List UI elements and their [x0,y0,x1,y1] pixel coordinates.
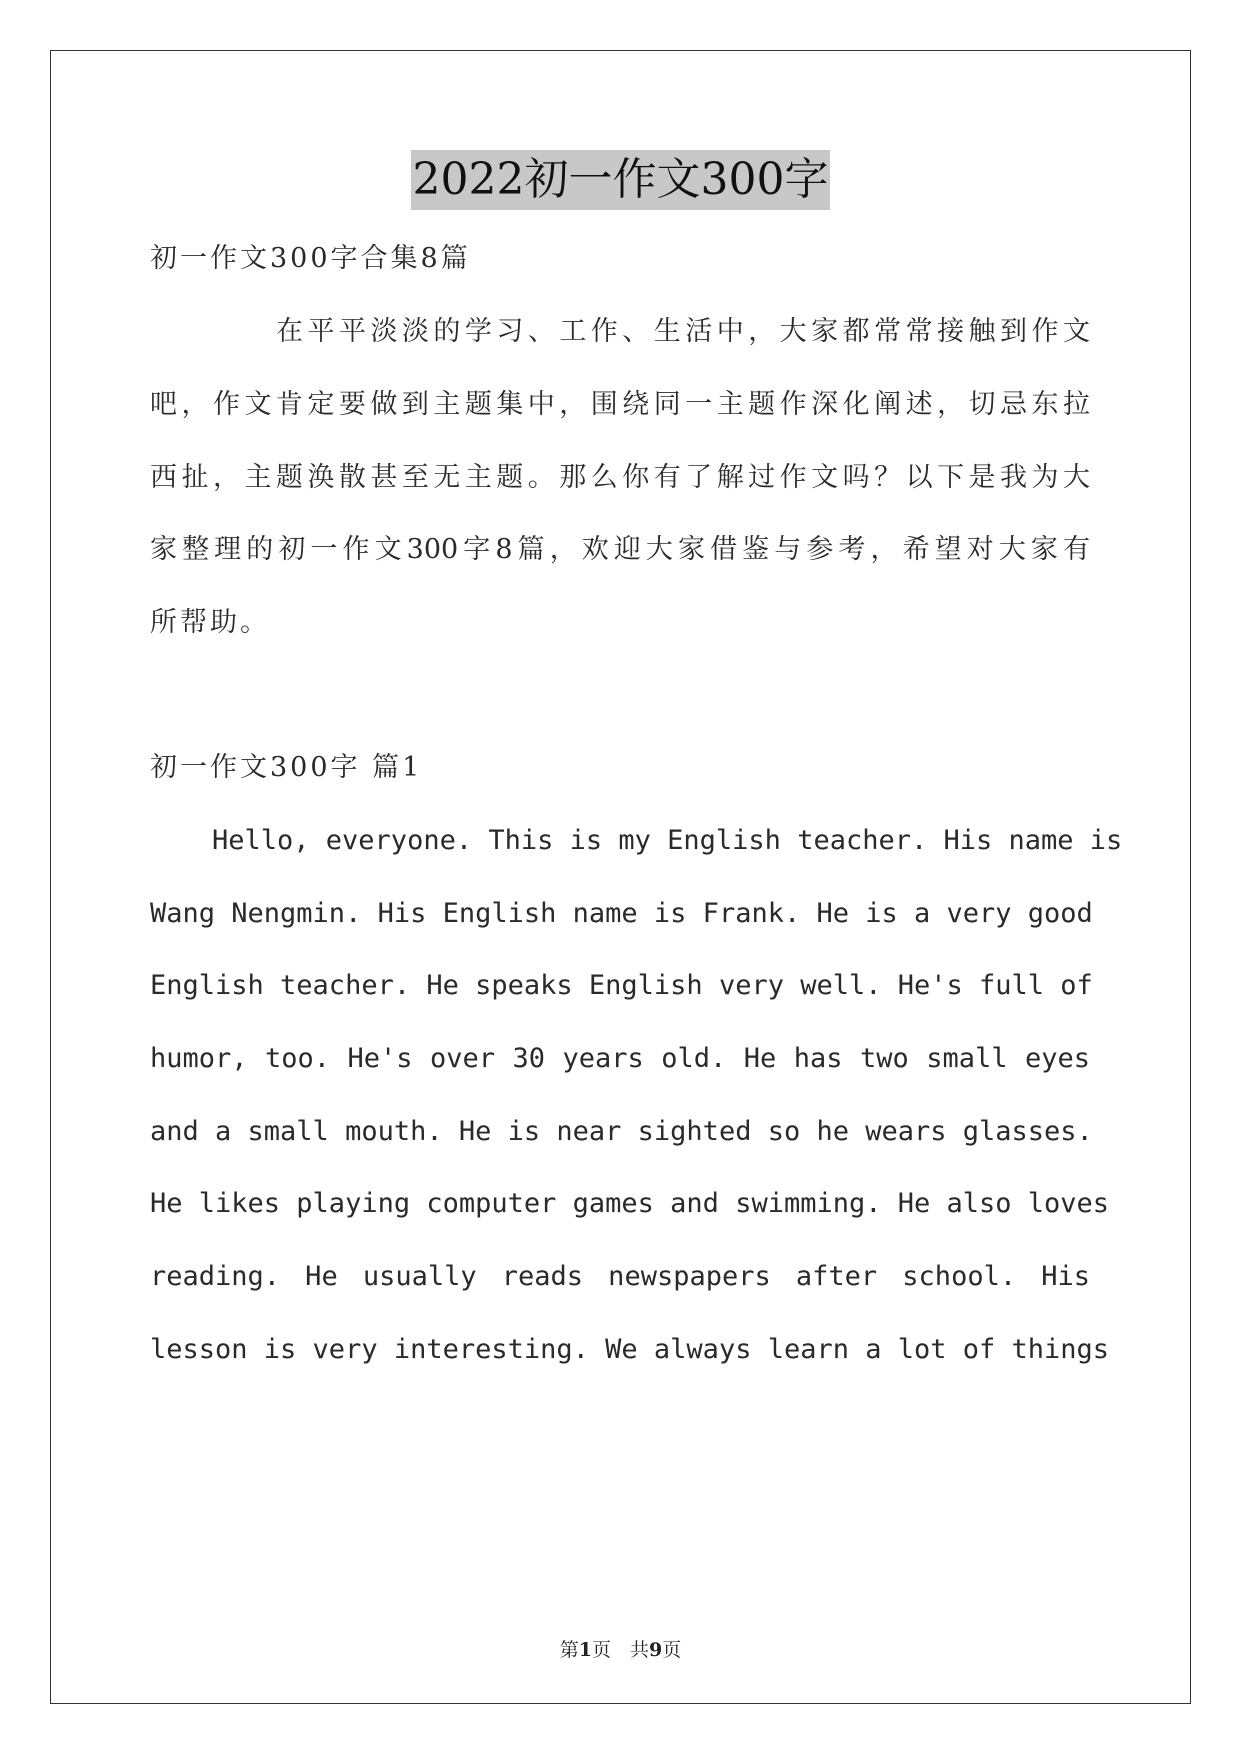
intro-line-5: 所帮助。 [150,607,270,638]
page-border [50,50,1191,1704]
footer-page-mid: 页 共 [591,1639,649,1661]
title-container [0,150,1241,210]
essay-line-3: English teacher. He speaks English very well. He's full of [150,970,1093,1001]
footer-page-current: 1 [578,1639,592,1661]
essay-line-7: reading. He usually reads newspapers after school. His [150,1261,1090,1292]
essay-line-2: Wang Nengmin. His English name is Frank. He is a very good [150,898,1093,929]
essay-line-4: humor, too. He's over 30 years old. He has two small eyes [150,1043,1090,1074]
document-title: 2022初一作文300字 [411,150,831,210]
section-heading: 初一作文300字 篇1 [150,752,423,783]
intro-line-1: 在平平淡淡的学习、工作、生活中，大家都常常接触到作文 [276,316,1090,347]
essay-line-1: Hello, everyone. This is my English teacher. His name is [212,825,1123,856]
essay-line-5: and a small mouth. He is near sighted so he wears glasses. [150,1116,1093,1147]
essay-line-8: lesson is very interesting. We always learn a lot of things [150,1334,1110,1365]
intro-line-2: 吧，作文肯定要做到主题集中，围绕同一主题作深化阐述，切忌东拉 [150,389,1090,420]
footer-page-total: 9 [649,1639,663,1661]
footer-page-prefix: 第 [559,1639,579,1661]
document-subtitle: 初一作文300字合集8篇 [150,243,471,274]
intro-line-3: 西扯，主题涣散甚至无主题。那么你有了解过作文吗？以下是我为大 [150,462,1090,493]
intro-line-4: 家整理的初一作文300字8篇，欢迎大家借鉴与参考，希望对大家有 [150,534,1090,565]
footer-page-suffix: 页 [662,1639,682,1661]
page-footer [0,1635,1241,1662]
essay-line-6: He likes playing computer games and swimming. He also loves [150,1188,1110,1219]
